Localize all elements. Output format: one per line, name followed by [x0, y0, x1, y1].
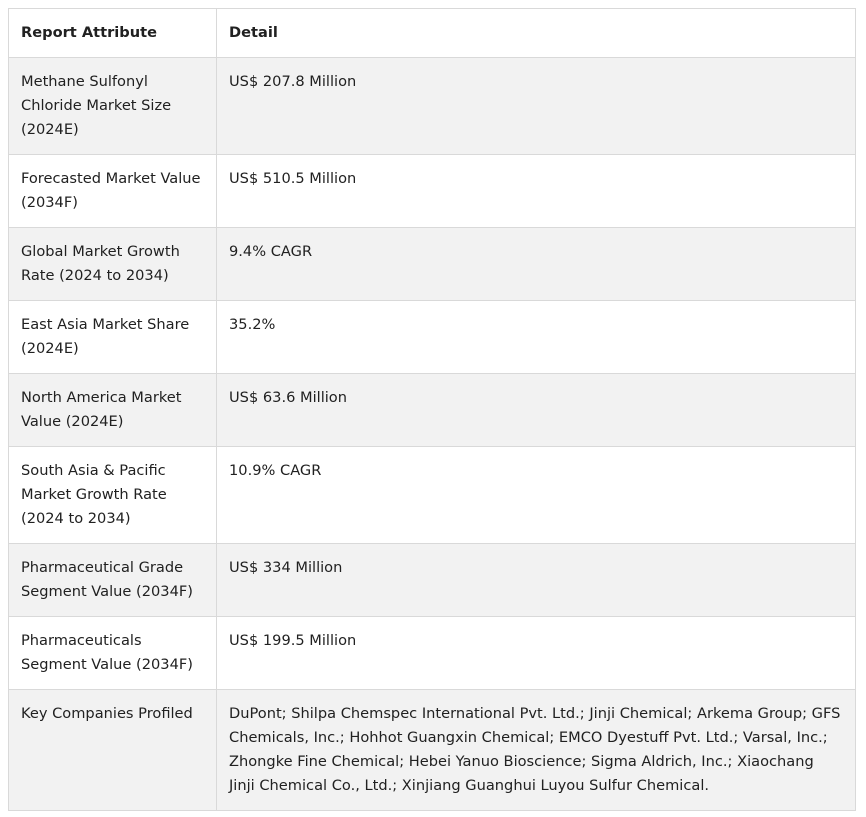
attribute-cell: East Asia Market Share (2024E) [9, 301, 217, 374]
attribute-cell: Key Companies Profiled [9, 690, 217, 811]
table-row [9, 447, 856, 544]
table-row [9, 690, 856, 811]
attribute-cell: Pharmaceuticals Segment Value (2034F) [9, 617, 217, 690]
table-row [9, 617, 856, 690]
header-detail: Detail [217, 9, 856, 58]
attribute-cell: South Asia & Pacific Market Growth Rate (2024 to 2034) [9, 447, 217, 544]
attribute-cell: Forecasted Market Value (2034F) [9, 155, 217, 228]
report-attributes-table [8, 8, 856, 811]
detail-cell: DuPont; Shilpa Chemspec International Pvt. Ltd.; Jinji Chemical; Arkema Group; GFS Chemicals, Inc.; Hohhot Guangxin Chemical; EMCO Dyestuff Pvt. Ltd.; Varsal, Inc.; Zhongke Fine Chemical; Hebei Yanuo Bioscience; Sigma Aldrich, Inc.; Xiaochang Jinji Chemical Co., Ltd.; Xinjiang Guanghui Luyou Sulfur Chemical. [217, 690, 856, 811]
table-row [9, 374, 856, 447]
attribute-cell: Global Market Growth Rate (2024 to 2034) [9, 228, 217, 301]
detail-cell: US$ 510.5 Million [217, 155, 856, 228]
attribute-cell: Pharmaceutical Grade Segment Value (2034F) [9, 544, 217, 617]
table-row [9, 228, 856, 301]
table-row [9, 544, 856, 617]
detail-cell: 9.4% CAGR [217, 228, 856, 301]
detail-cell: US$ 63.6 Million [217, 374, 856, 447]
table-header-row [9, 9, 856, 58]
detail-cell: 10.9% CAGR [217, 447, 856, 544]
detail-cell: US$ 207.8 Million [217, 58, 856, 155]
report-table-container [8, 8, 856, 811]
attribute-cell: Methane Sulfonyl Chloride Market Size (2024E) [9, 58, 217, 155]
detail-cell: US$ 199.5 Million [217, 617, 856, 690]
table-row [9, 155, 856, 228]
header-report-attribute: Report Attribute [9, 9, 217, 58]
attribute-cell: North America Market Value (2024E) [9, 374, 217, 447]
detail-cell: US$ 334 Million [217, 544, 856, 617]
table-row [9, 301, 856, 374]
table-row [9, 58, 856, 155]
detail-cell: 35.2% [217, 301, 856, 374]
